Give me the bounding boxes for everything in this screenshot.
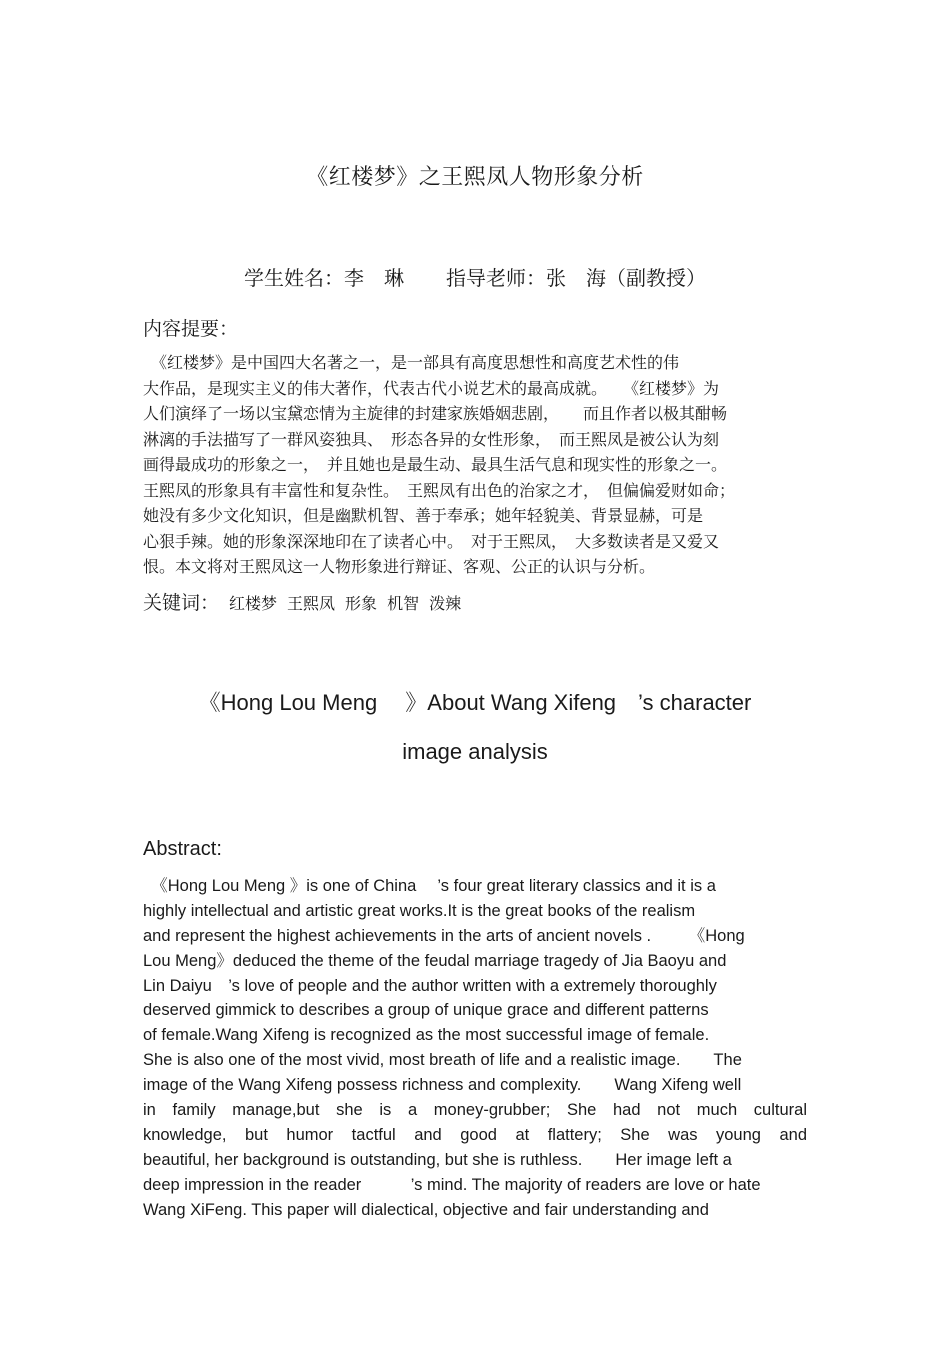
english-abstract-line: beautiful, her background is outstanding, but she is ruthless. Her image left a <box>143 1150 732 1169</box>
english-title-line-1: 《Hong Lou Meng 》About Wang Xifeng ’s character <box>198 690 752 715</box>
chinese-abstract-line: 恨。本文将对王熙凤这一人物形象进行辩证、客观、公正的认识与分析。 <box>143 557 656 576</box>
keyword: 泼辣 <box>429 594 462 613</box>
english-abstract-heading: Abstract: <box>143 838 222 860</box>
student-name: 李 琳 <box>344 266 404 290</box>
english-abstract-line: She is also one of the most vivid, most breath of life and a realistic image. The <box>143 1051 742 1070</box>
chinese-abstract-line: 王熙凤的形象具有丰富性和复杂性。 王熙凤有出色的治家之才， 但偏偏爱财如命； <box>143 480 736 500</box>
english-abstract-line: in family manage,but she is a money-grubber; She had not much cultural <box>143 1101 807 1120</box>
english-title-line-2: image analysis <box>402 739 548 764</box>
chinese-abstract-line: 《红楼梦》是中国四大名著之一，是一部具有高度思想性和高度艺术性的伟 <box>143 353 680 372</box>
keywords-label: 关键词： <box>143 592 220 614</box>
keyword: 王熙凤 <box>287 594 336 613</box>
chinese-abstract-line: 心狠手辣。她的形象深深地印在了读者心中。 对于王熙凤， 大多数读者是又爱又 <box>143 531 720 551</box>
english-abstract-line: 《Hong Lou Meng 》is one of China ’s four great literary classics and it is a <box>143 877 716 895</box>
chinese-abstract-heading: 内容提要： <box>143 318 239 340</box>
chinese-abstract-line: 她没有多少文化知识，但是幽默机智、善于奉承；她年轻貌美、背景显赫，可是 <box>143 506 704 525</box>
english-abstract-line: Lou Meng》deduced the theme of the feudal marriage tragedy of Jia Baoyu and <box>143 951 727 970</box>
chinese-abstract-line: 大作品，是现实主义的伟大著作，代表古代小说艺术的最高成就。 《红楼梦》为 <box>143 378 720 398</box>
keyword: 机智 <box>387 594 420 613</box>
english-abstract <box>143 874 807 1222</box>
english-abstract-line: Lin Daiyu ’s love of people and the author written with a extremely thoroughly <box>143 976 717 995</box>
advisor-label: 指导老师： <box>446 266 546 290</box>
advisor-name: 张 海（副教授） <box>546 266 706 290</box>
chinese-abstract <box>143 350 803 580</box>
english-abstract-line: of female.Wang Xifeng is recognized as the most successful image of female. <box>143 1026 710 1045</box>
keyword: 形象 <box>345 594 378 613</box>
chinese-abstract-line: 人们演绎了一场以宝黛恋情为主旋律的封建家族婚姻悲剧， 而且作者以极其酣畅 <box>143 404 728 423</box>
english-abstract-line: highly intellectual and artistic great works.It is the great books of the realism <box>143 901 696 920</box>
english-abstract-line: knowledge, but humor tactful and good at flattery; She was young and <box>143 1125 807 1144</box>
chinese-abstract-line: 淋漓的手法描写了一群风姿独具、 形态各异的女性形象， 而王熙凤是被公认为刻 <box>143 429 720 449</box>
author-line <box>0 262 950 291</box>
english-abstract-line: Wang XiFeng. This paper will dialectical, objective and fair understanding and <box>143 1200 709 1219</box>
student-label: 学生姓名： <box>244 266 344 290</box>
chinese-title: 《红楼梦》之王熙凤人物形象分析 <box>306 165 644 190</box>
english-abstract-line: deserved gimmick to describes a group of unique grace and different patterns <box>143 1001 709 1020</box>
keywords-row <box>143 588 461 615</box>
english-abstract-line: deep impression in the reader ’s mind. The majority of readers are love or hate <box>143 1175 761 1194</box>
english-abstract-line: and represent the highest achievements in the arts of ancient novels . 《Hong <box>143 926 745 945</box>
chinese-abstract-line: 画得最成功的形象之一， 并且她也是最生动、最具生活气息和现实性的形象之一。 <box>143 455 728 474</box>
english-abstract-line: image of the Wang Xifeng possess richness and complexity. Wang Xifeng well <box>143 1076 742 1095</box>
keyword: 红楼梦 <box>229 594 278 613</box>
